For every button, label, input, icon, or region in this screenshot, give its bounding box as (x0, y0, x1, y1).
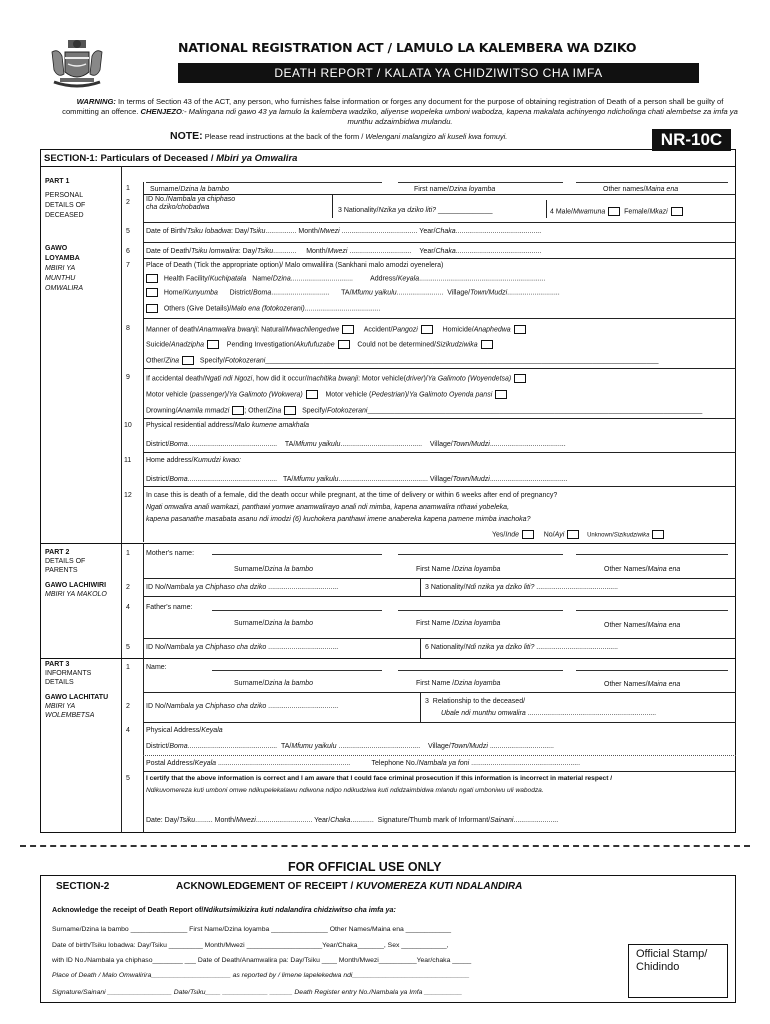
suicide-checkbox[interactable] (207, 340, 219, 349)
coat-of-arms-logo (48, 38, 106, 94)
form-code-badge: NR-10C (652, 129, 731, 151)
undetermined-checkbox[interactable] (481, 340, 493, 349)
home-address-field[interactable]: District/Boma.............................................. TA/Mfumu yaikulu.............................................. Village/Town/Mudzi........................................ (146, 476, 568, 483)
other-manner-checkbox[interactable] (182, 356, 194, 365)
residential-address-field[interactable]: District/Boma.............................................. TA/Mfumu yaikulu.......................................... Village/Town/Mudzi....................................... (146, 441, 566, 448)
pregnant-unknown-checkbox[interactable] (652, 530, 664, 539)
driver-checkbox[interactable] (514, 374, 526, 383)
number-column-divider (143, 182, 144, 542)
date-of-death-field[interactable]: Date of Death/Tsiku lomwalira: Day/Tsiku............ Month/Mwezi ................................ Year/Chaka............................................ (146, 248, 542, 255)
drowning-checkbox[interactable] (232, 406, 244, 415)
mother-name-field[interactable]: Mother's name: (146, 550, 195, 557)
mother-first-input[interactable] (398, 548, 563, 555)
postal-address-field[interactable]: Postal Address/Keyala .................................................................... Telephone No./Nambala ya foni ........................................................ (146, 760, 581, 767)
mother-other-input[interactable] (576, 548, 728, 555)
informant-other-input[interactable] (576, 664, 728, 671)
male-checkbox[interactable] (608, 207, 620, 216)
section1-title: SECTION-1: Particulars of Deceased / Mbiri ya Omwalira (44, 153, 298, 164)
other-names-input[interactable] (576, 176, 728, 183)
official-line-5[interactable]: Signature/Sainani _________________ Date/Tsiku____ ____________ ______ Death Register entry No./Nambala ya Imfa __________ (52, 989, 463, 996)
pregnant-no-checkbox[interactable] (567, 530, 579, 539)
cut-line (20, 845, 750, 847)
official-line-1[interactable]: Surname/Dzina la bambo _______________ First Name/Dzina loyamba _______________ Other Names/Maina ena ____________ (52, 926, 452, 933)
father-other-input[interactable] (576, 604, 728, 611)
informant-first-input[interactable] (398, 664, 563, 671)
accident-checkbox[interactable] (421, 325, 433, 334)
official-stamp-box: Official Stamp/ Chidindo (628, 944, 728, 998)
part3-label: PART 3 INFORMANTS DETAILS GAWO LACHITATU MBIRI YA WOLEMBETSA (45, 661, 109, 719)
pending-checkbox[interactable] (338, 340, 350, 349)
gawo-label: GAWO LOYAMBA MBIRI YA MUNTHU OMWALIRA (45, 245, 83, 292)
homicide-checkbox[interactable] (514, 325, 526, 334)
first-name-input[interactable] (398, 176, 563, 183)
father-surname-input[interactable] (212, 604, 382, 611)
father-first-input[interactable] (398, 604, 563, 611)
surname-input[interactable] (146, 176, 382, 183)
female-checkbox[interactable] (671, 207, 683, 216)
father-id-field[interactable]: ID No/Nambala ya Chiphaso cha dziko .................................... (146, 644, 339, 651)
others-place-checkbox[interactable] (146, 304, 158, 313)
natural-checkbox[interactable] (342, 325, 354, 334)
id-no-box[interactable]: ID No./Nambala ya chiphaso cha dziko/chobadwa (143, 194, 333, 218)
signature-date-field[interactable]: Date: Day/Tsiku......... Month/Mwezi............................. Year/Chaka............ Signature/Thumb mark of Informant/Sainani....................... (146, 817, 559, 824)
other-names-label: Other names/Maina ena (603, 186, 679, 193)
mother-nationality-field[interactable]: 3 Nationality/Ndi nzika ya dziko liti? .......................................... (425, 584, 618, 591)
pedestrian-checkbox[interactable] (495, 390, 507, 399)
informant-name-field[interactable]: Name: (146, 664, 167, 671)
mother-id-field[interactable]: ID No/Nambala ya Chiphaso cha dziko .................................... (146, 584, 339, 591)
relationship-field[interactable]: 3 Relationship to the deceased/ (425, 698, 526, 705)
official-line-2[interactable]: Date of birth/Tsiku lobadwa: Day/Tsiku _________ Month/Mwezi ____________________Year/Chaka_______, Sex ____________, (52, 942, 449, 949)
informant-address-field[interactable]: District/Boma.............................................. TA/Mfumu yaikulu .......................................... Village/Town/Mudzi ................................. (146, 743, 554, 750)
father-name-field[interactable]: Father's name: (146, 604, 193, 611)
place-of-death-label: Place of Death (Tick the appropriate option)/ Malo omwalilira (Sankhani malo amodzi oyenelera) (146, 262, 444, 269)
father-nationality-field[interactable]: 6 Nationality/Ndi nzika ya dziko liti? .......................................... (425, 644, 618, 651)
health-facility-checkbox[interactable] (146, 274, 158, 283)
part2-label: PART 2 DETAILS OF PARENTS GAWO LACHIWIRI MBIRI YA MAKOLO (45, 549, 107, 598)
pregnant-yes-checkbox[interactable] (522, 530, 534, 539)
form-title: NATIONAL REGISTRATION ACT / LAMULO LA KALEMBERA WA DZIKO (178, 40, 637, 55)
date-of-birth-field[interactable]: Date of Birth/Tsiku lobadwa: Day/Tsiku................ Month/Mwezi ....................................... Year/Chaka............................................ (146, 228, 542, 235)
surname-label: Surname/Dzina la bambo (150, 186, 229, 193)
informant-surname-input[interactable] (212, 664, 382, 671)
mother-surname-input[interactable] (212, 548, 382, 555)
warning-text: WARNING: In terms of Section 43 of the ACT, any person, who furnishes false information or forges any document for the purpose of obtaining registration of Death of a person shall be guilty of committing an offence. CHENJEZO:- Malingana ndi gawo 43 ya lamulo la kalembera wadziko, aliyense wopeleka umboni wabodza, kapena makalata achinyengo ndicholinga chati alembetse za imfa ya munthu adzaimbidwa mulandu. (62, 97, 738, 126)
left-column-divider (121, 166, 122, 833)
other-accident-checkbox[interactable] (284, 406, 296, 415)
official-line-3[interactable]: with ID No./Nambala ya chiphaso________ ___ Date of Death/Anamwalira pa: Day/Tsiku ____ Month/Mwezi__________Year/chaka _____ (52, 957, 472, 964)
informant-id-field[interactable]: ID No/Nambala ya Chiphaso cha dziko .................................... (146, 703, 339, 710)
home-checkbox[interactable] (146, 288, 158, 297)
part1-label: PART 1 PERSONAL DETAILS OF DECEASED (45, 178, 86, 219)
first-name-label: First name/Dzina loyamba (414, 186, 496, 193)
form-subtitle: DEATH REPORT / KALATA YA CHIDZIWITSO CHA IMFA (178, 63, 699, 83)
official-use-title: FOR OFFICIAL USE ONLY (288, 860, 442, 874)
section1-title-rule (40, 166, 736, 167)
official-line-4[interactable]: Place of Death / Malo Omwalirira_____________________ as reported by / limene lapelekedwa ndi_______________________________ (52, 972, 470, 979)
note-text: NOTE: Please read instructions at the back of the form / Welengani malangizo ali kuseli kwa fomuyi. (170, 130, 508, 142)
passenger-checkbox[interactable] (306, 390, 318, 399)
